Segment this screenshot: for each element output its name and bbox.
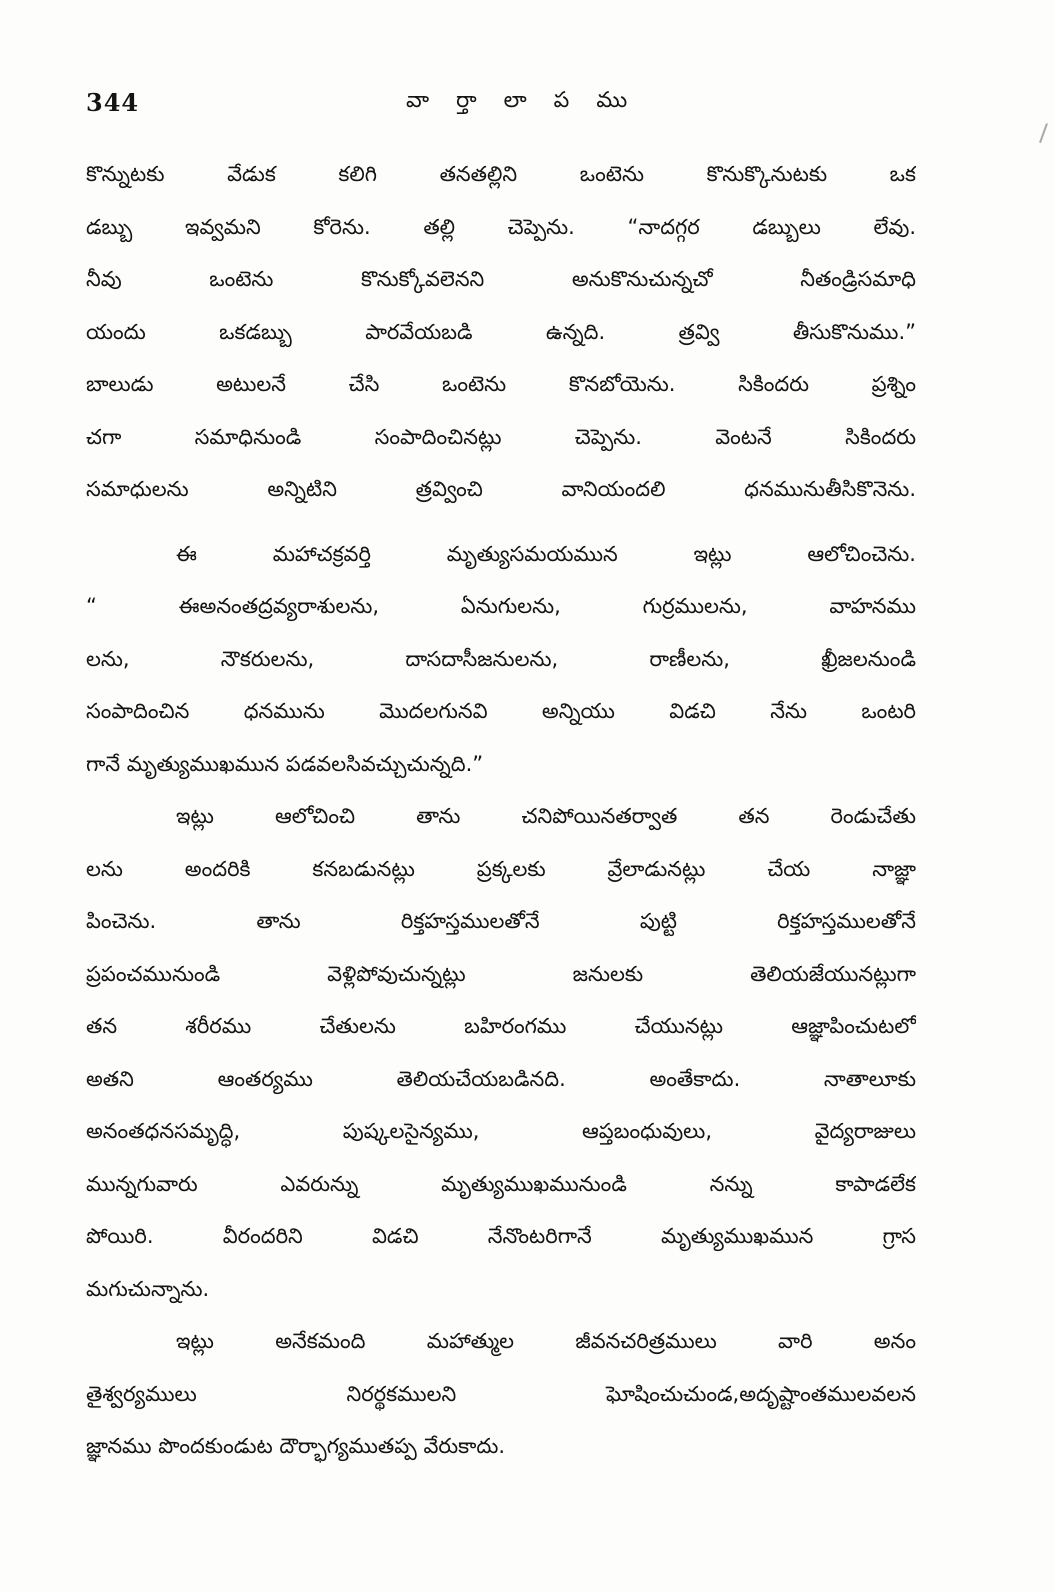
text-line: లను, నౌకరులను, దాసదాసీజనులను, రాణీలను, ఖ్రీజలనుండి — [86, 646, 916, 671]
text-line: తన శరీరము చేతులను బహిరంగము చేయునట్లు ఆజ్ఞాపించుటలో — [86, 1014, 916, 1038]
text-line: ఇట్లు ఆలోచించి తాను చనిపోయినతర్వాత తన రెండుచేతు — [176, 804, 916, 828]
text-line: ఇట్లు అనేకమంది మహాత్ముల జీవనచరిత్రములు వారి అనం — [176, 1329, 916, 1353]
body-text — [86, 148, 916, 1473]
paragraph-4 — [86, 1315, 916, 1473]
text-line: లను అందరికి కనబడునట్లు ప్రక్కలకు వ్రేలాడునట్లు చేయ నాజ్ఞా — [86, 856, 916, 881]
text-line: తైశ్వర్యములు నిరర్థకములని ఘోషించుచుండ,అదృష్టాంతములవలన — [86, 1381, 916, 1406]
text-line: చగా సమాధినుండి సంపాదించినట్లు చెప్పెను. వెంటనే సికిందరు — [86, 424, 916, 449]
text-line: ఈ మహాచక్రవర్తి మృత్యుసమయమున ఇట్లు ఆలోచించెను. — [176, 541, 916, 566]
paragraph-2 — [86, 528, 916, 791]
text-line: అతని ఆంతర్యము తెలియచేయబడినది. అంతేకాదు. నాతాలూకు — [86, 1066, 916, 1091]
text-line: ప్రపంచమునుండి వెళ్లిపోవుచున్నట్లు జనులకు తెలియజేయునట్లుగా — [86, 961, 916, 986]
text-line: కొన్నుటకు వేడుక కలిగి తనతల్లిని ఒంటెను కొనుక్కొనుటకు ఒక — [86, 162, 916, 186]
text-line: నీవు ఒంటెను కొనుక్కోవలెనని అనుకొనుచున్నచో నీతండ్రిసమాధి — [86, 267, 916, 291]
text-line: పించెను. తాను రిక్తహస్తములతోనే పుట్టి రిక్తహస్తములతోనే — [86, 909, 916, 933]
text-line: సంపాదించిన ధనమును మొదలగునవి అన్నియు విడచి నేను ఒంటరి — [86, 699, 916, 723]
text-line: గానే మృత్యుముఖమున పడవలసివచ్చుచున్నది.” — [86, 751, 484, 776]
text-line: అనంతధనసమృద్ధి, పుష్కలసైన్యము, ఆప్తబంధువులు, వైద్యరాజులు — [86, 1119, 916, 1143]
text-line: యందు ఒకడబ్బు పారవేయబడి ఉన్నది. త్రవ్వి తీసుకొనుము.” — [86, 319, 916, 344]
running-title: వా ర్తా లా ప ము — [406, 88, 638, 113]
text-line: “ ఈఅనంతద్రవ్యరాశులను, ఏనుగులను, గుర్రములను, వాహనము — [86, 594, 916, 618]
text-line: సమాధులను అన్నిటిని త్రవ్వించి వానియందలి ధనమునుతీసికొనెను. — [86, 477, 916, 501]
text-line: డబ్బు ఇవ్వమని కోరెను. తల్లి చెప్పెను. “నాదగ్గర డబ్బులు లేవు. — [86, 214, 916, 239]
text-line: మగుచున్నాను. — [86, 1276, 210, 1301]
text-line: జ్ఞానము పొందకుండుట దౌర్భాగ్యముతప్ప వేరుకాదు. — [86, 1434, 506, 1458]
page-number: 344 — [86, 88, 140, 117]
paragraph-3 — [86, 790, 916, 1315]
scan-edge-mark — [1026, 118, 1048, 143]
paragraph-1 — [86, 148, 916, 516]
page-header — [86, 88, 916, 128]
text-line: మున్నగువారు ఎవరున్ను మృత్యుముఖమునుండి నన్ను కాపాడలేక — [86, 1171, 916, 1196]
text-line: పోయిరి. వీరందరిని విడచి నేనొంటరిగానే మృత్యుముఖమున గ్రాస — [86, 1224, 916, 1248]
text-line: బాలుడు అటులనే చేసి ఒంటెను కొనబోయెను. సికిందరు ప్రశ్నిం — [86, 372, 916, 396]
paragraph-gap — [86, 516, 916, 528]
